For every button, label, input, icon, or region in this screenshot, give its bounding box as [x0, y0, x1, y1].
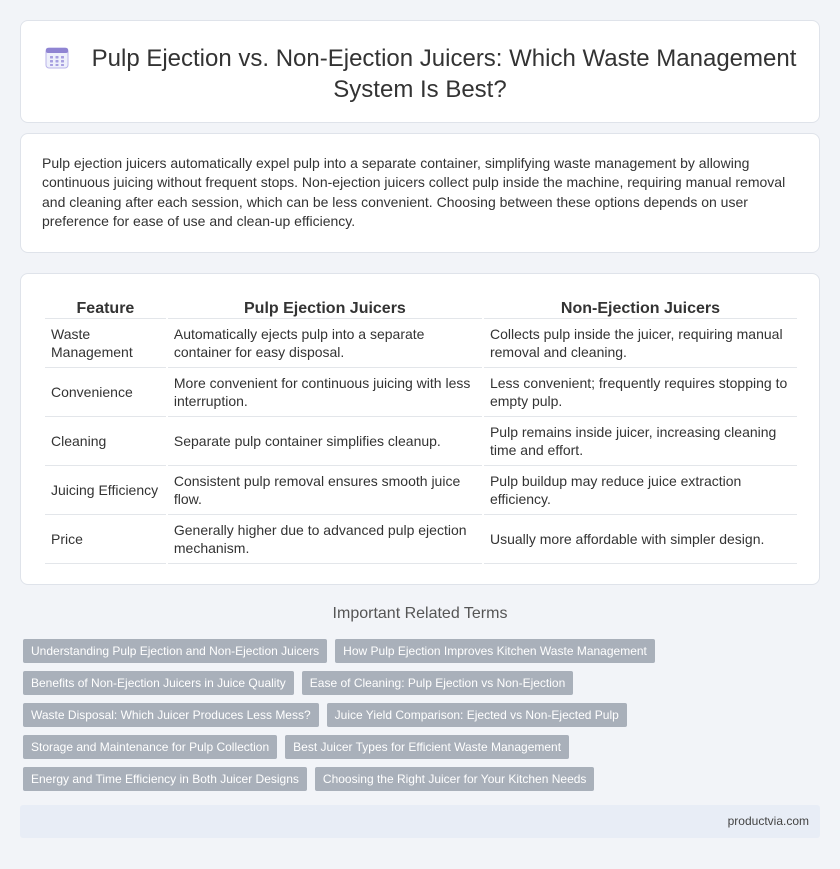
tag-row	[23, 767, 823, 791]
related-terms-list	[23, 639, 823, 799]
tag-row	[23, 671, 823, 695]
table-row	[45, 417, 797, 466]
table-cell-pulp-ejection: Automatically ejects pulp into a separate container for easy disposal.	[168, 319, 482, 368]
related-term-tag[interactable]: Benefits of Non-Ejection Juicers in Juice Quality	[23, 671, 294, 695]
related-term-tag[interactable]: Energy and Time Efficiency in Both Juicer Designs	[23, 767, 307, 791]
table-cell-non-ejection: Collects pulp inside the juicer, requiring manual removal and cleaning.	[484, 319, 797, 368]
header-feature: Feature	[45, 297, 166, 319]
calendar-icon	[44, 44, 70, 70]
table-row	[45, 466, 797, 515]
intro-paragraph: Pulp ejection juicers automatically expel pulp into a separate container, simplifying waste management by allowing continuous juicing without frequent stops. Non-ejection juicers collect pulp inside the machine, requiring manual removal and cleaning after each session, which can be less convenient. Choosing between these options depends on user preference for ease of use and clean-up efficiency.	[42, 155, 786, 229]
comparison-table	[43, 297, 799, 564]
related-term-tag[interactable]: Choosing the Right Juicer for Your Kitchen Needs	[315, 767, 595, 791]
table-cell-non-ejection: Pulp remains inside juicer, increasing cleaning time and effort.	[484, 417, 797, 466]
related-term-tag[interactable]: Waste Disposal: Which Juicer Produces Less Mess?	[23, 703, 319, 727]
related-term-tag[interactable]: How Pulp Ejection Improves Kitchen Waste Management	[335, 639, 655, 663]
footer-bar	[20, 805, 820, 838]
table-cell-pulp-ejection: More convenient for continuous juicing with less interruption.	[168, 368, 482, 417]
table-cell-feature: Convenience	[45, 368, 166, 417]
related-term-tag[interactable]: Storage and Maintenance for Pulp Collection	[23, 735, 277, 759]
page-title-wrap	[41, 43, 799, 105]
intro-card	[20, 133, 820, 253]
table-header-row	[45, 297, 797, 319]
table-cell-feature: Waste Management	[45, 319, 166, 368]
tag-row	[23, 639, 823, 663]
header-card	[20, 20, 820, 123]
table-cell-pulp-ejection: Generally higher due to advanced pulp ejection mechanism.	[168, 515, 482, 564]
table-cell-non-ejection: Less convenient; frequently requires stopping to empty pulp.	[484, 368, 797, 417]
table-cell-non-ejection: Pulp buildup may reduce juice extraction efficiency.	[484, 466, 797, 515]
tag-row	[23, 735, 823, 759]
related-terms-heading: Important Related Terms	[332, 605, 508, 622]
footer-site-link[interactable]: productvia.com	[727, 814, 809, 828]
related-term-tag[interactable]: Juice Yield Comparison: Ejected vs Non-Ejected Pulp	[327, 703, 627, 727]
header-pulp-ejection: Pulp Ejection Juicers	[168, 297, 482, 319]
tag-row	[23, 703, 823, 727]
page-title: Pulp Ejection vs. Non-Ejection Juicers: Which Waste Management System Is Best?	[91, 45, 797, 103]
table-cell-feature: Price	[45, 515, 166, 564]
table-row	[45, 319, 797, 368]
comparison-table-card	[20, 273, 820, 585]
table-cell-feature: Juicing Efficiency	[45, 466, 166, 515]
table-cell-pulp-ejection: Consistent pulp removal ensures smooth juice flow.	[168, 466, 482, 515]
table-cell-non-ejection: Usually more affordable with simpler design.	[484, 515, 797, 564]
related-term-tag[interactable]: Ease of Cleaning: Pulp Ejection vs Non-Ejection	[302, 671, 573, 695]
related-term-tag[interactable]: Best Juicer Types for Efficient Waste Management	[285, 735, 569, 759]
table-row	[45, 515, 797, 564]
table-row	[45, 368, 797, 417]
table-cell-feature: Cleaning	[45, 417, 166, 466]
related-term-tag[interactable]: Understanding Pulp Ejection and Non-Ejection Juicers	[23, 639, 327, 663]
header-non-ejection: Non-Ejection Juicers	[484, 297, 797, 319]
table-cell-pulp-ejection: Separate pulp container simplifies cleanup.	[168, 417, 482, 466]
